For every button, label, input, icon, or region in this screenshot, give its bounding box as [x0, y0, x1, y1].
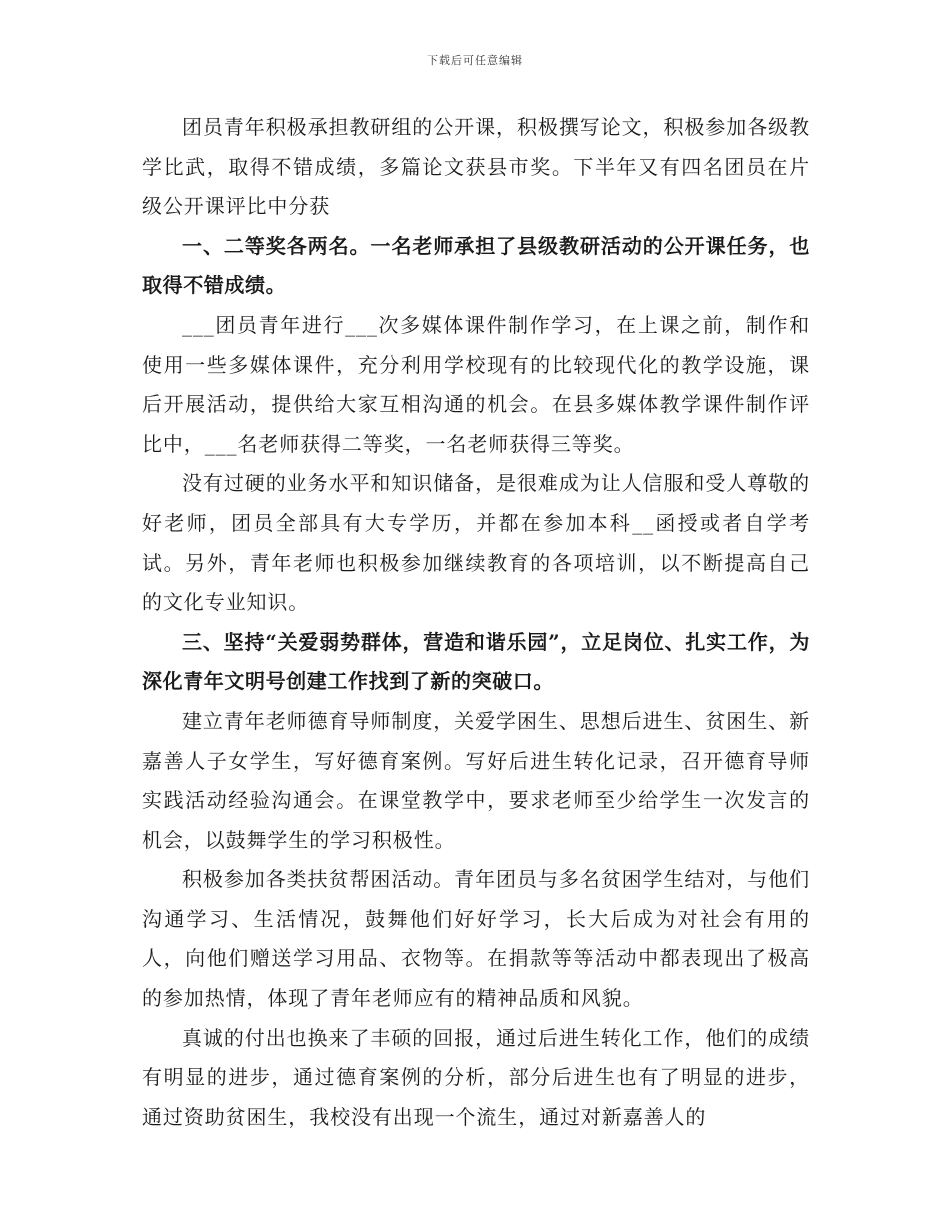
heading-awards: 一、二等奖各两名。一名老师承担了县级教研活动的公开课任务，也取得不错成绩。	[142, 233, 810, 298]
paragraph-1: 团员青年积极承担教研组的公开课，积极撰写论文，积极参加各级教学比武，取得不错成绩，多篇论文获县市奖。下半年又有四名团员在片级公开课评比中分获	[142, 115, 810, 219]
paragraph-professional-skills: 没有过硬的业务水平和知识储备，是很难成为让人信服和受人尊敬的好老师，团员全部具有大专学历，并都在参加本科__函授或者自学考试。另外，青年老师也积极参加继续教育的各项培训，以不断提高自己的文化专业知识。	[142, 471, 810, 615]
heading-section-three: 三、坚持“关爱弱势群体，营造和谐乐园”，立足岗位、扎实工作，为深化青年文明号创建工作找到了新的突破口。	[142, 629, 810, 694]
paragraph-moral-mentor: 建立青年老师德育导师制度，关爱学困生、思想后进生、贫困生、新嘉善人子女学生，写好德育案例。写好后进生转化记录，召开德育导师实践活动经验沟通会。在课堂教学中，要求老师至少给学生一次发言的机会，以鼓舞学生的学习积极性。	[142, 708, 810, 852]
document-body	[142, 108, 810, 1137]
paragraph-rewards: 真诚的付出也换来了丰硕的回报，通过后进生转化工作，他们的成绩有明显的进步，通过德育案例的分析，部分后进生也有了明显的进步，通过资助贫困生，我校没有出现一个流生，通过对新嘉善人的	[142, 1025, 810, 1129]
page-header: 下载后可任意编辑	[427, 54, 523, 67]
paragraph-multimedia: ___团员青年进行___次多媒体课件制作学习，在上课之前，制作和使用一些多媒体课件，充分利用学校现有的比较现代化的教学设施，课后开展活动，提供给大家互相沟通的机会。在县多媒体教学课件制作评比中，___名老师获得二等奖，一名老师获得三等奖。	[142, 312, 810, 456]
paragraph-poverty-aid: 积极参加各类扶贫帮困活动。青年团员与多名贫困学生结对，与他们沟通学习、生活情况，鼓舞他们好好学习，长大后成为对社会有用的人，向他们赠送学习用品、衣物等。在捐款等等活动中都表现出了极高的参加热情，体现了青年老师应有的精神品质和风貌。	[142, 867, 810, 1011]
